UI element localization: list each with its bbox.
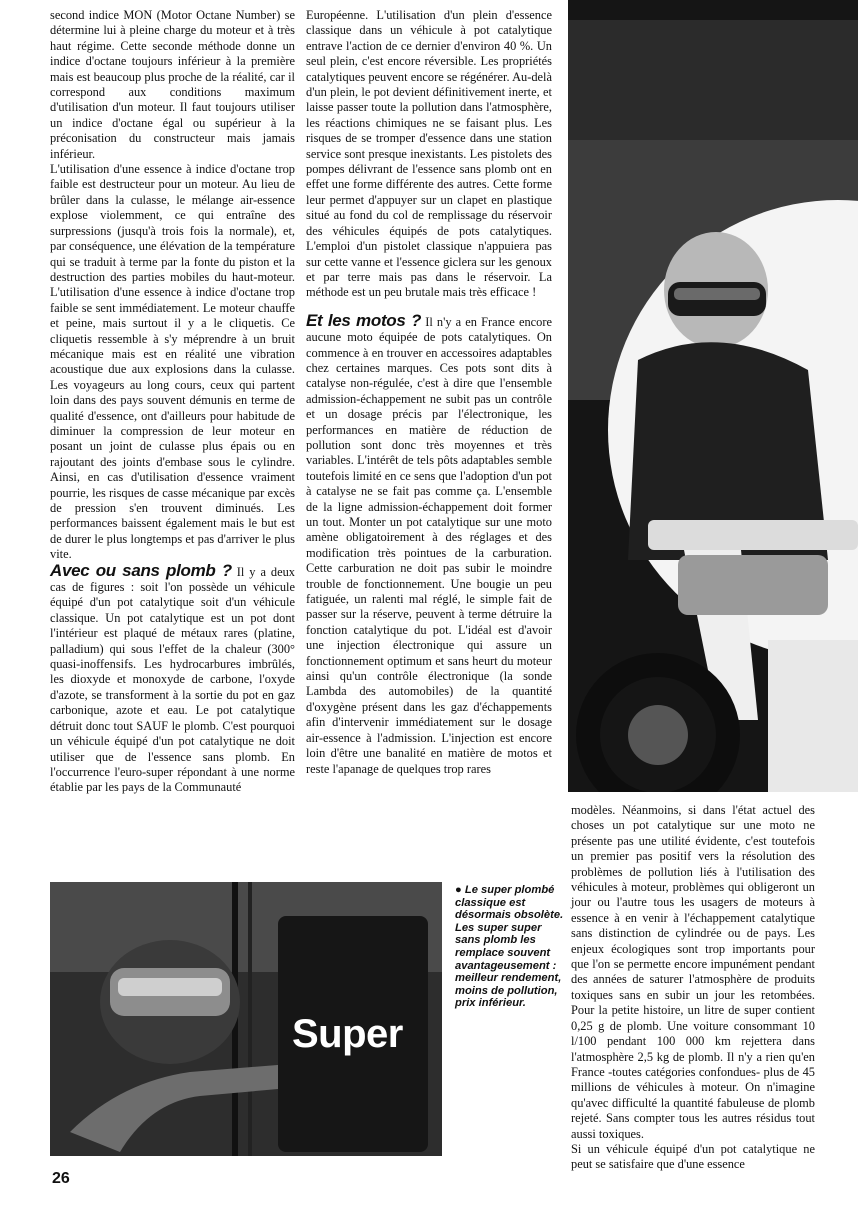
- section-paragraph: [50, 560, 295, 796]
- photo-caption: ● Le super plombé classique est désormais obsolète. Les super super sans plomb les remplace souvent avantageusement : meilleur rendement, moins de pollution, prix inférieur.: [455, 884, 564, 1010]
- paragraph: modèles. Néanmoins, si dans l'état actuel des choses un pot catalytique sur une moto ne présente pas une utilité évidente, c'est toutefois un premier pas positif vers la résolution des problèmes de pollution liés à l'utilisation des véhicules à moteur, problèmes qui obligeront un jour ou l'autre tous les usagers de moteurs à essence à en venir à l'échappement catalytique sans distinction de cylindrée ou de pays. Les enjeux écologiques sont trop importants pour que l'on se permette encore impunément pendant des années de saturer l'atmosphère de produits toxiques sans en subir un jour les retombées. Pour la petite histoire, un litre de super contient 0,25 g de plomb. Une voiture consommant 10 l/100 pendant 100 000 km rejettera dans l'atmosphère 2,5 kg de plomb. Il n'y a rien qu'en France -toutes catégories confondues- plus de 45 millions de véhicules à moteur. On n'imagine qu'avec difficulté la quantité fabuleuse de plomb rejeté. Sans compter tous les autres résidus tout aussi toxiques.: [571, 803, 815, 1141]
- section-body: Il n'y a en France encore aucune moto équipée de pots catalytiques. On commence à en trouver en accessoires adaptables chez certaines marques. Ces pots sont dits à catalyse non-régulée, c'est à dire que l'ensemble admission-échappement ne subit pas un contrôle et un dosage précis par l'électronique, les performances en matière de réduction de pollution sont donc très moyennes et très variables. L'intérêt de tels pôts adaptables semble toutefois limité en ce sens que l'adoption d'un pot à catalyse ne se fait pas comme ça. L'ensemble de la ligne admission-échappement doit former un tout. Monter un pot catalytique sur une moto amène obligatoirement à des réglages et des modification très pointues de la carburation. Cette carburation ne doit pas subir le moindre trouble de fonctionnement. Une bougie un peu fatiguée, un ralenti mal réglé, le simple fait de passer sur la réserve, peuvent à terme détruire la fonction catalytique du pot. L'idéal est d'avoir une injection électronique qui assure un fonctionnement optimum et sans heurt du moteur ainsi qu'un contrôle électronique (la sonde Lambda des automobiles) de la quantité d'oxygène présent dans les gaz d'échappements afin d'intervenir immédiatement sur le dosage air-essence à l'admission. L'injection est encore loin d'être une banalité en matière de motos et reste l'apanage de quelques trop rares: [306, 314, 552, 776]
- photo-fuel-pump: [50, 882, 442, 1156]
- paragraph: L'utilisation d'une essence à indice d'octane trop faible est destructeur pour un moteur. Au lieu de brûler dans la culasse, le mélange air-essence explose violemment, ce qui entraîne des surpressions (jusqu'à trois fois la normale), et, par conséquence, une élévation de la température qui se traduit à terme par la fonte du piston et la destruction des parties mobiles du haut-moteur. L'utilisation d'une essence à indice d'octane trop faible se sent immédiatement. Le moteur chauffe et peine, mais surtout il y a le cliquetis. Ce cliquetis ressemble à s'y méprendre à un bruit mécanique mais est en réalité une vibration acoustique due aux explosions dans la culasse. Les voyageurs au long cours, ceux qui partent loin dans des pays souvent démunis en terme de qualité d'essence, ont d'ailleurs pour habitude de diminuer la compression de leur moteur en posant un joint de culasse plus épais ou en rajoutant des joints d'embase sous le cylindre. Ainsi, en cas d'utilisation d'essence vraiment pourrie, les risques de casse mécanique par excès de pression s'en trouvent diminués. Les performances baissent également mais le but est de durer le plus longtemps et pas d'arriver le plus vite.: [50, 162, 295, 562]
- paragraph: Si un véhicule équipé d'un pot catalytique ne peut se satisfaire que d'une essence: [571, 1141, 815, 1172]
- page-number: 26: [52, 1170, 70, 1187]
- article-column-1: [50, 8, 295, 796]
- paragraph: Européenne. L'utilisation d'un plein d'essence classique dans un véhicule à pot catalytique entrave l'action de ce dernier d'environ 40 %. Un seul plein, c'est encore réversible. Les propriétés catalytiques peuvent encore se régénérer. Au-delà d'un plein, le pot devient définitivement inerte, et laisse passer toute la pollution dans l'atmosphère, les réactions chimiques ne se faisant plus. Les risques de se tromper d'essence dans une station service sont presque inexistants. Les pistolets des pompes délivrant de l'essence sans plomb ont en effet une forme différente des autres. Cette forme leur permet d'appuyer sur un clapet en plastique situé au fond du col de remplissage du réservoir des véhicules équipés de pots catalytiques. L'emploi d'un pistolet classique n'appuiera pas sur cette vanne et l'essence giclera sur les genoux et par terre mais pas dans le réservoir. La méthode est un peu brutale mais très efficace !: [306, 8, 552, 300]
- paragraph: second indice MON (Motor Octane Number) se détermine lui à pleine charge du moteur et à très haut régime. Cette seconde méthode donne un indice d'octane toujours inférieur à la première mais est beaucoup plus proche de la réalité, car il correspond aux conditions maximum d'utilisation d'un moteur. Il faut toujours utiliser un indice d'octane égal ou supérieur à la préconisation du constructeur mais jamais inférieur.: [50, 8, 295, 161]
- pump-sign-label: Super: [292, 1012, 403, 1056]
- article-column-3: [571, 803, 815, 1173]
- section-heading-avec-ou-sans-plomb: Avec ou sans plomb ?: [50, 560, 232, 580]
- section-heading-et-les-motos: Et les motos ?: [306, 310, 422, 330]
- section-body: Il y a deux cas de figures : soit l'on possède un véhicule équipé d'un pot catalytique soit d'un véhicule classique. Un pot catalytique est un pot dont l'intérieur est plaqué de métaux rares (platine, palladium) qui sous l'effet de la chaleur (300° quasi-inoffensifs. Les hydrocarbures imbrûlés, les dioxyde et monoxyde de carbone, l'oxyde d'azote, se transforment à la sortie du pot en gaz carbonique, azote et eau. Le pot catalytique détruit donc tout SAUF le plomb. C'est pourquoi un véhicule équipé d'un pot catalytique ne doit utiliser que de l'essence sans plomb. En l'occurrence l'euro-super répondant à une norme établie par les pays de la Communauté: [50, 564, 295, 795]
- article-column-2: [306, 8, 552, 777]
- photo-motorcyclist: [568, 0, 858, 792]
- section-paragraph: [306, 310, 552, 777]
